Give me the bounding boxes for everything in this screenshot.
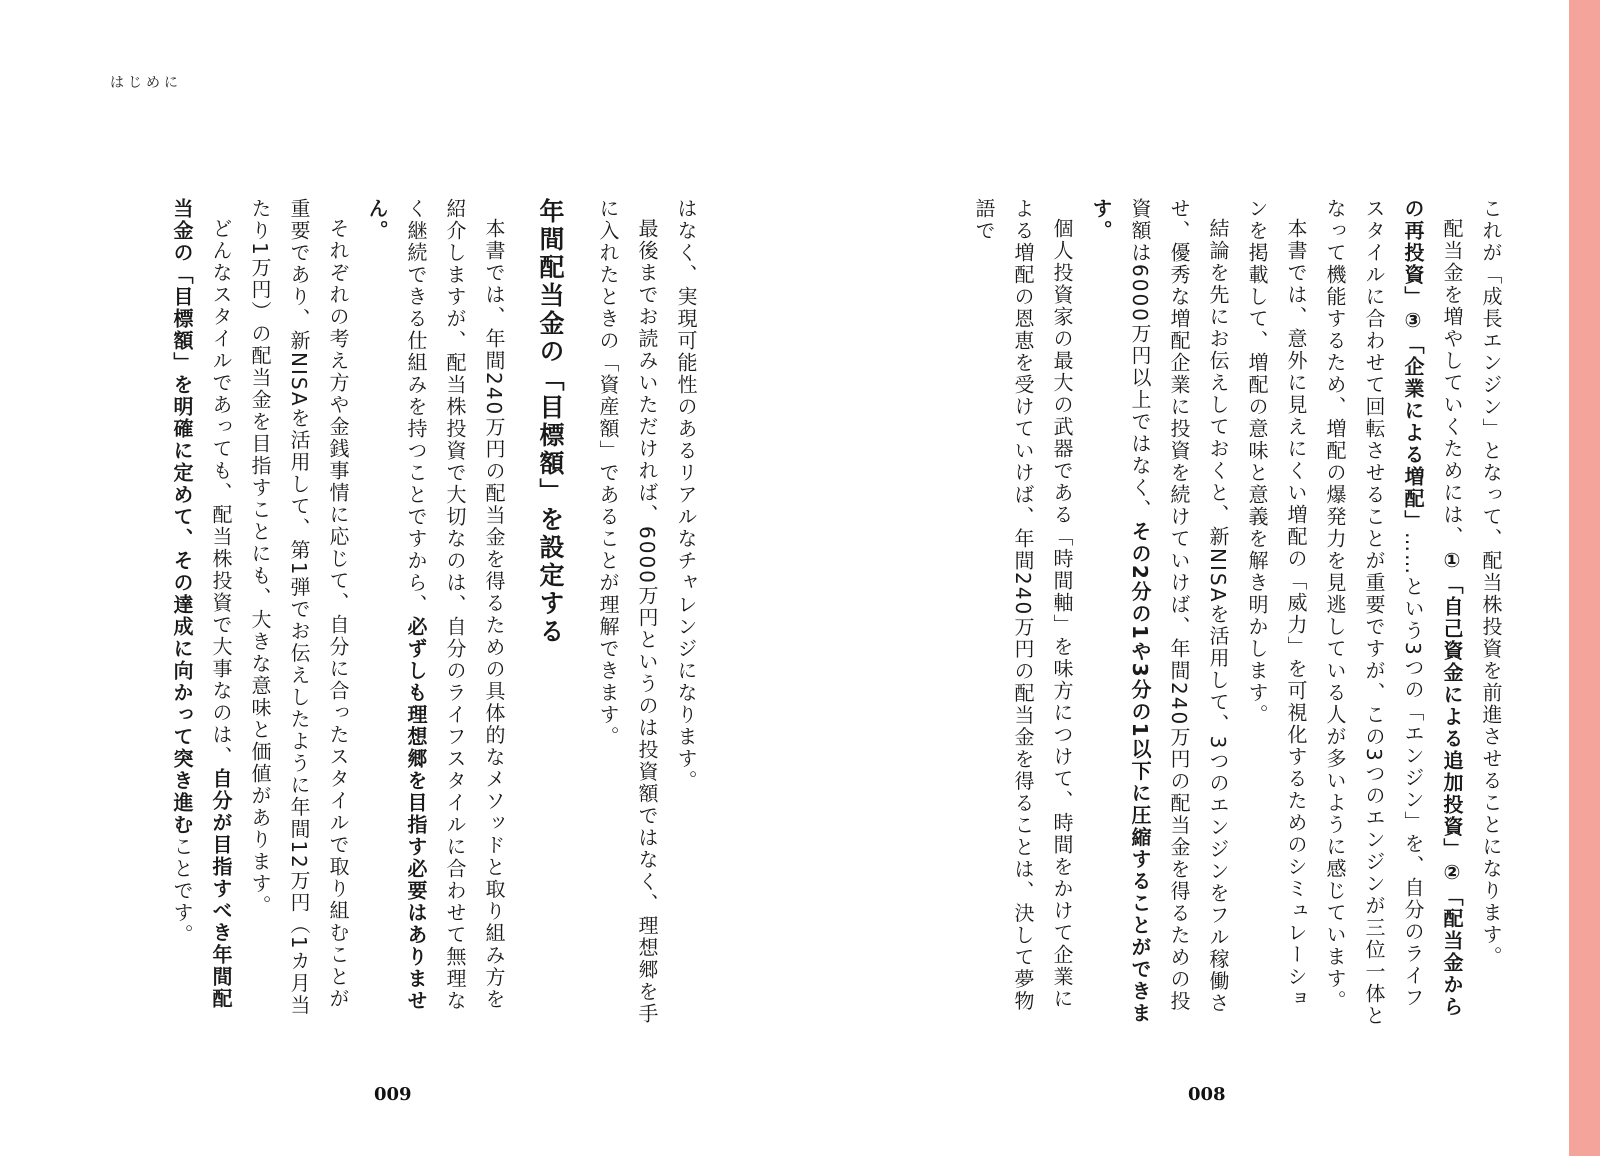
- paragraph: [588, 198, 666, 1028]
- bold-text-run: ①「自己資金による追加投資」②「配当金からの再投資」③「企業による増配」: [1401, 198, 1464, 1018]
- text-run: はなく、実現可能性のあるリアルなチャレンジになります。: [674, 198, 698, 792]
- page-number-008: 008: [1188, 1084, 1226, 1105]
- running-head: はじめに: [110, 75, 182, 91]
- page-edge-accent-bar: [1569, 0, 1600, 1156]
- paragraph: [240, 198, 357, 1028]
- text-run: どんなスタイルであっても、配当株投資で大事なのは、: [209, 218, 233, 768]
- text-run: 個人投資家の最大の武器である「時間軸」を味方につけて、時間をかけて企業による増配の恩恵を受けていけば、年間240万円の配当金を得ることは、決して夢物語で: [972, 198, 1074, 1013]
- paragraph: [1315, 198, 1471, 1028]
- text-run: 本書では、意外に見えにくい増配の「威力」を可視化するためのシミュレーションを掲載して、増配の意味と意義を解き明かします。: [1245, 198, 1308, 1010]
- text-run: 本書では、年間240万円の配当金を得るための具体的なメソッドと取り組み方を紹介しますが、配当株投資で大切なのは、自分のライフスタイルに合わせて無理なく継続できる仕組みを持つことですから、: [404, 198, 506, 1012]
- text-run: 配当金を増やしていくためには、: [1440, 218, 1464, 548]
- bold-text-run: 必ずしも理想郷を目指す必要はありません。: [365, 198, 428, 1012]
- text-run: それぞれの考え方や金銭事情に応じて、自分に合ったスタイルで取り組むことが重要であり、新NISAを活用して、第1弾でお伝えしたように年間12万円（1カ月当たり1万円）の配当金を目指すことにも、大きな意味と価値があります。: [248, 198, 350, 1017]
- text-run: 結論を先にお伝えしておくと、新NISAを活用して、3つのエンジンをフル稼働させ、優秀な増配企業に投資を続けていけば、年間240万円の配当金を得るための投資額は6000万円以上ではなく、: [1128, 198, 1230, 1015]
- page-009-body: [105, 198, 705, 1028]
- bold-text-run: 自分が目指すべき年間配当金の「目標額」を明確に定めて、その達成に向かって突き進む: [170, 198, 233, 1010]
- text-run: ……という3つの「エンジン」を、自分のライフスタイルに合わせて回転させることが重要ですが、この3つのエンジンが三位一体となって機能するため、増配の爆発力を見逃している人が多いように感じています。: [1323, 198, 1425, 1027]
- page-number-009: 009: [374, 1084, 412, 1105]
- paragraph: [357, 198, 513, 1028]
- paragraph: [1471, 198, 1510, 1028]
- bold-text-run: その2分の1や3分の1以下に圧縮することができます。: [1089, 198, 1152, 1025]
- paragraph: [1081, 198, 1237, 1028]
- page-008-body: [925, 198, 1510, 1028]
- paragraph: [666, 198, 705, 1028]
- section-heading: 年間配当金の「目標額」を設定する: [536, 198, 565, 646]
- paragraph: [162, 198, 240, 1028]
- paragraph: [964, 198, 1081, 1028]
- text-run: ことです。: [170, 836, 194, 946]
- text-run: 最後までお読みいただければ、6000万円というのは投資額ではなく、理想郷を手に入れたときの「資産額」であることが理解できます。: [596, 198, 659, 1025]
- text-run: これが「成長エンジン」となって、配当株投資を前進させることになります。: [1479, 198, 1503, 968]
- paragraph: [1237, 198, 1315, 1028]
